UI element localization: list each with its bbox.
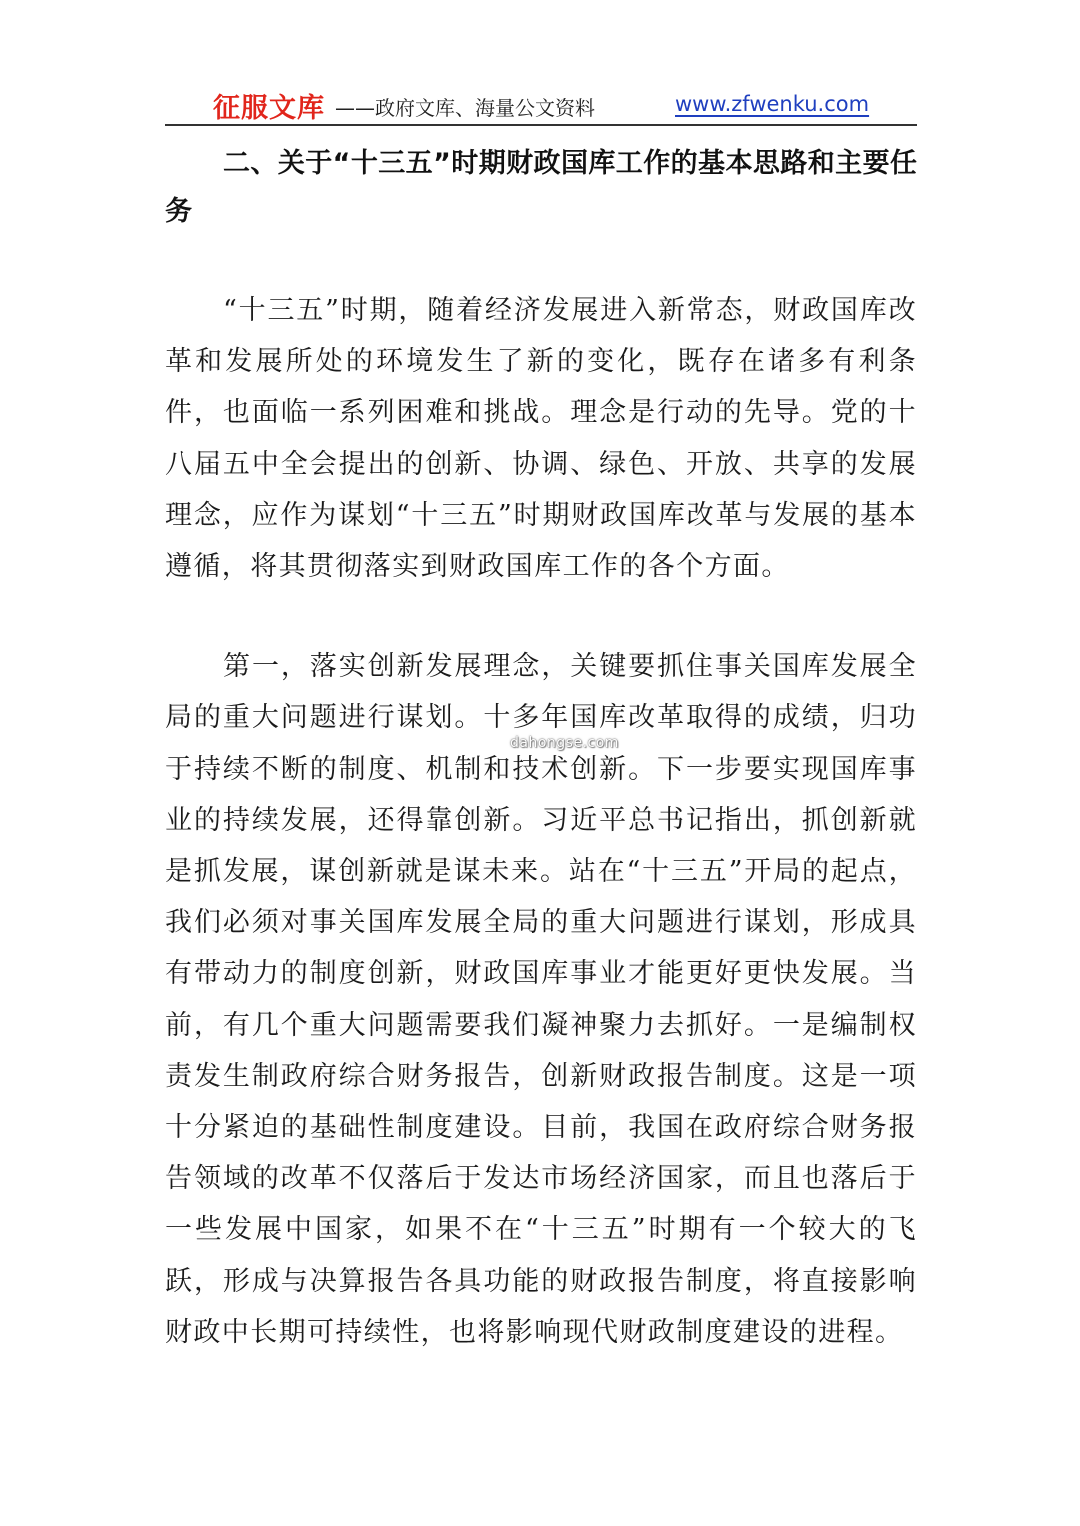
header-divider: [165, 124, 917, 126]
header-tagline: ——政府文库、海量公文资料: [335, 96, 595, 120]
paragraph-2: 第一，落实创新发展理念，关键要抓住事关国库发展全局的重大问题进行谋划。十多年国库改革取得的成绩，归功于持续不断的制度、机制和技术创新。下一步要实现国库事业的持续发展，还得靠创新。习近平总书记指出，抓创新就是抓发展，谋创新就是谋未来。站在“十三五”开局的起点，我们必须对事关国库发展全局的重大问题进行谋划，形成具有带动力的制度创新，财政国库事业才能更好更快发展。当前，有几个重大问题需要我们凝神聚力去抓好。一是编制权责发生制政府综合财务报告，创新财政报告制度。这是一项十分紧迫的基础性制度建设。目前，我国在政府综合财务报告领域的改革不仅落后于发达市场经济国家，而且也落后于一些发展中国家，如果不在“十三五”时期有一个较大的飞跃，形成与决算报告各具功能的财政报告制度，将直接影响财政中长期可持续性，也将影响现代财政制度建设的进程。: [165, 651, 917, 1348]
page-header: [165, 86, 915, 122]
brand-logo-text: 征服文库: [213, 93, 325, 124]
site-url-link[interactable]: www.zfwenku.com: [675, 92, 870, 116]
watermark: dahongse.com: [510, 735, 619, 751]
paragraph-1: “十三五”时期，随着经济发展进入新常态，财政国库改革和发展所处的环境发生了新的变化，既存在诸多有利条件，也面临一系列困难和挑战。理念是行动的先导。党的十八届五中全会提出的创新、协调、绿色、开放、共享的发展理念，应作为谋划“十三五”时期财政国库改革与发展的基本遵循，将其贯彻落实到财政国库工作的各个方面。: [165, 295, 917, 583]
section-title: 二、关于“十三五”时期财政国库工作的基本思路和主要任务: [165, 148, 917, 227]
